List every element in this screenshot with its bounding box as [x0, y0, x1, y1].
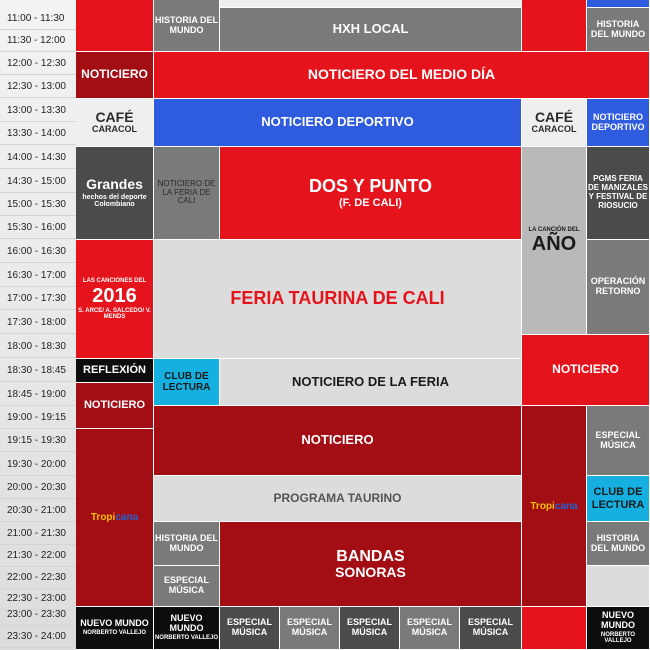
- nuevo-mundo-sub: NORBERTO VALLEJO: [600, 631, 636, 645]
- program-noticiero[interactable]: NOTICIERO: [522, 335, 650, 406]
- time-slot: 23:30 - 24:00: [0, 625, 76, 648]
- program-tropicana[interactable]: [522, 406, 587, 607]
- cafe-subtitle: CARACOL: [531, 124, 577, 135]
- dos-y-punto-title: DOS Y PUNTO: [308, 176, 433, 197]
- nuevo-mundo-sub: NORBERTO VALLEJO: [154, 635, 219, 642]
- program-nuevo-mundo[interactable]: [76, 607, 154, 650]
- program-especial-musica[interactable]: ESPECIAL MÚSICA: [587, 406, 650, 476]
- time-slot: 19:00 - 19:15: [0, 406, 76, 429]
- time-slot: 14:00 - 14:30: [0, 146, 76, 169]
- cafe-subtitle: CARACOL: [92, 124, 137, 135]
- program-historia-mundo[interactable]: HISTORIA DEL MUNDO: [587, 522, 650, 566]
- program-tropicana[interactable]: [76, 429, 154, 607]
- nuevo-mundo-title: NUEVO MUNDO: [601, 610, 635, 630]
- program-reflexion[interactable]: REFLEXIÓN: [76, 359, 154, 383]
- time-slot: 17:30 - 18:00: [0, 311, 76, 334]
- cancion-ano-big: AÑO: [531, 233, 577, 256]
- program-bandas-sonoras[interactable]: [220, 522, 522, 607]
- nuevo-mundo-title: NUEVO MUNDO: [169, 613, 204, 634]
- program-operacion-retorno[interactable]: OPERACIÓN RETORNO: [587, 240, 650, 335]
- program-cafe-caracol[interactable]: [522, 99, 587, 147]
- tropicana-logo: Tropicana: [90, 512, 139, 523]
- sonoras-title: SONORAS: [335, 564, 406, 581]
- time-slot: 20:30 - 21:00: [0, 499, 76, 522]
- tropicana-logo: Tropicana: [530, 500, 578, 512]
- time-slot: 20:00 - 20:30: [0, 476, 76, 499]
- nuevo-mundo-title: NUEVO MUNDO: [80, 618, 149, 629]
- time-slot: 11:00 - 11:30: [0, 7, 76, 30]
- program-nuevo-mundo[interactable]: [154, 607, 220, 650]
- time-slot: 13:30 - 14:00: [0, 122, 76, 145]
- program-block[interactable]: [587, 566, 650, 607]
- program-noticiero-deportivo[interactable]: NOTICIERO DEPORTIVO: [154, 99, 522, 147]
- program-historia-mundo[interactable]: HISTORIA DEL MUNDO: [154, 0, 220, 52]
- grandes-title: Grandes: [86, 176, 143, 193]
- time-slot: 19:30 - 20:00: [0, 453, 76, 476]
- program-noticiero[interactable]: NOTICIERO: [76, 52, 154, 99]
- cancion-ano-top: LA CANCIÓN DEL: [528, 226, 580, 233]
- program-especial-musica[interactable]: ESPECIAL MÚSICA: [220, 607, 280, 650]
- program-block[interactable]: [587, 0, 650, 8]
- time-slot: 21:00 - 21:30: [0, 522, 76, 545]
- time-slot: 13:00 - 13:30: [0, 99, 76, 122]
- program-hxh-local[interactable]: HXH LOCAL: [220, 8, 522, 52]
- program-especial-musica[interactable]: ESPECIAL MÚSICA: [460, 607, 522, 650]
- time-slot: 16:30 - 17:00: [0, 264, 76, 287]
- program-club-lectura[interactable]: CLUB DE LECTURA: [154, 359, 220, 406]
- canciones-2016-year: 2016: [92, 284, 137, 307]
- program-especial-musica[interactable]: ESPECIAL MÚSICA: [280, 607, 340, 650]
- bandas-title: BANDAS: [336, 547, 405, 565]
- program-pgms-feria[interactable]: PGMS FERIA DE MANIZALES Y FESTIVAL DE RIOSUCIO: [587, 147, 650, 240]
- program-block[interactable]: [522, 607, 587, 650]
- program-historia-mundo[interactable]: HISTORIA DEL MUNDO: [154, 522, 220, 566]
- program-noticiero-medio-dia[interactable]: NOTICIERO DEL MEDIO DÍA: [154, 52, 650, 99]
- program-club-lectura[interactable]: CLUB DE LECTURA: [587, 476, 650, 522]
- program-cafe-caracol[interactable]: [76, 99, 154, 147]
- time-slot: 23:00 - 23:30: [0, 603, 76, 626]
- program-noticiero[interactable]: NOTICIERO: [76, 383, 154, 429]
- program-canciones-2016[interactable]: [76, 240, 154, 359]
- time-slot: 18:00 - 18:30: [0, 335, 76, 358]
- program-noticiero-feria-cali[interactable]: [154, 147, 220, 240]
- canciones-2016-sub: S. ARCE/ A. SALCEDO/ V. MENDS: [78, 307, 151, 321]
- program-especial-musica[interactable]: ESPECIAL MÚSICA: [340, 607, 400, 650]
- program-nuevo-mundo[interactable]: [587, 607, 650, 650]
- time-slot: 14:30 - 15:00: [0, 170, 76, 193]
- time-slot: 16:00 - 16:30: [0, 240, 76, 263]
- program-block[interactable]: [522, 0, 587, 52]
- program-cancion-del-ano[interactable]: [522, 147, 587, 335]
- program-block[interactable]: [220, 0, 522, 8]
- time-slot: 21:30 - 22:00: [0, 544, 76, 567]
- dos-y-punto-sub: (F. DE CALI): [339, 196, 402, 209]
- program-dos-y-punto[interactable]: [220, 147, 522, 240]
- noticiero-feria-cali-label: NOTICIERO DE LA FERIA DE CALI: [157, 178, 216, 206]
- time-slot: 22:00 - 22:30: [0, 566, 76, 589]
- time-slot: 17:00 - 17:30: [0, 287, 76, 310]
- program-especial-musica[interactable]: ESPECIAL MÚSICA: [154, 566, 220, 607]
- canciones-2016-top: LAS CANCIONES DEL: [82, 278, 147, 285]
- time-slot: 11:30 - 12:00: [0, 29, 76, 52]
- time-slot: 18:30 - 18:45: [0, 359, 76, 382]
- program-noticiero-deportivo[interactable]: NOTICIERO DEPORTIVO: [587, 99, 650, 147]
- time-slot: 15:00 - 15:30: [0, 193, 76, 216]
- time-slot: 19:15 - 19:30: [0, 429, 76, 452]
- program-noticiero-feria[interactable]: NOTICIERO DE LA FERIA: [220, 359, 522, 406]
- grandes-subtitle: hechos del deporte Colombiano: [82, 193, 147, 209]
- time-slot: 18:45 - 19:00: [0, 383, 76, 406]
- program-programa-taurino[interactable]: PROGRAMA TAURINO: [154, 476, 522, 522]
- time-slot: 22:30 - 23:00: [0, 587, 76, 610]
- cafe-title: CAFÉ: [95, 108, 134, 125]
- cafe-title: CAFÉ: [534, 108, 574, 125]
- nuevo-mundo-sub: NORBERTO VALLEJO: [82, 630, 147, 637]
- program-feria-taurina[interactable]: FERIA TAURINA DE CALI: [154, 240, 522, 359]
- time-slot: 12:30 - 13:00: [0, 75, 76, 98]
- time-slot: 12:00 - 12:30: [0, 52, 76, 75]
- program-noticiero[interactable]: NOTICIERO: [154, 406, 522, 476]
- program-block[interactable]: [76, 0, 154, 52]
- program-grandes[interactable]: [76, 147, 154, 240]
- program-historia-mundo[interactable]: HISTORIA DEL MUNDO: [587, 8, 650, 52]
- program-especial-musica[interactable]: ESPECIAL MÚSICA: [400, 607, 460, 650]
- time-slot: 15:30 - 16:00: [0, 216, 76, 239]
